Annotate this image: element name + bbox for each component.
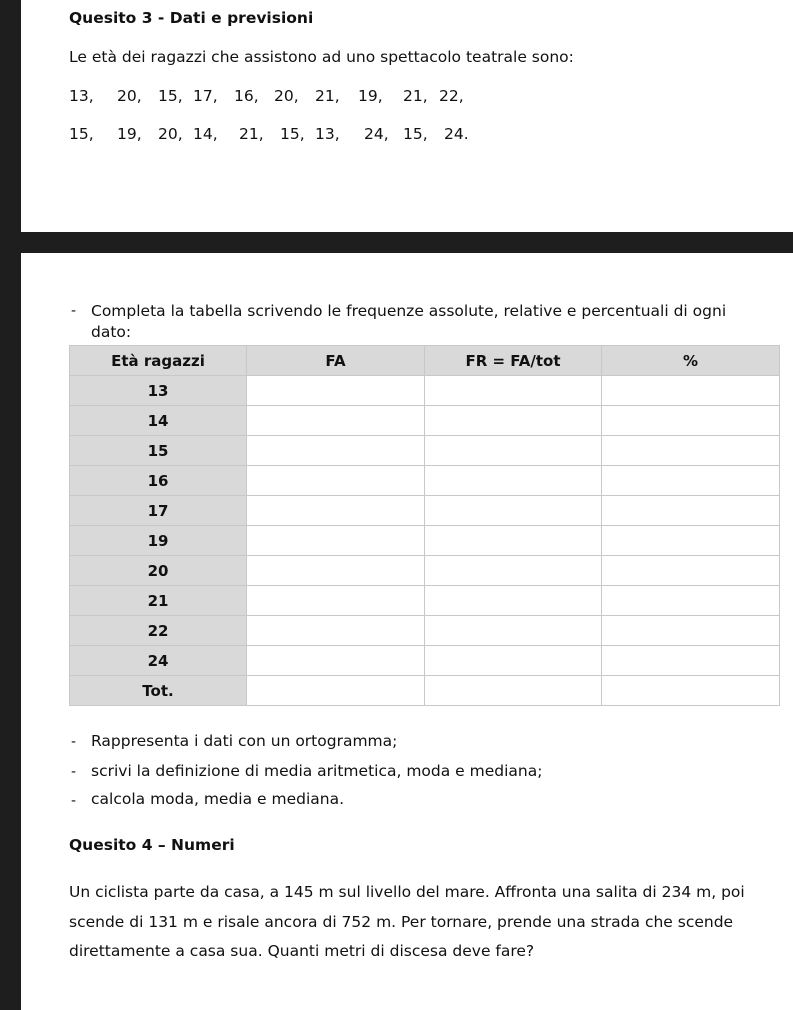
task-complete-table-cont: dato: [91,323,132,341]
table-row [70,406,780,436]
table-row [70,466,780,496]
age-value: 19, [358,87,383,105]
table-row [70,586,780,616]
percent-cell[interactable] [602,616,780,646]
header-eta: Età ragazzi [70,346,247,376]
fr-cell[interactable] [425,406,602,436]
age-cell: 21 [70,586,247,616]
age-value: 20, [158,125,183,143]
task-ortogramma: Rappresenta i dati con un ortogramma; [91,732,398,750]
quesito3-title: Quesito 3 - Dati e previsioni [69,9,314,27]
table-row [70,376,780,406]
age-cell: 13 [70,376,247,406]
age-cell: 17 [70,496,247,526]
table-row [70,646,780,676]
percent-cell[interactable] [602,676,780,706]
fr-cell[interactable] [425,676,602,706]
page-bottom [21,253,793,1010]
table-total-row [70,676,780,706]
age-value: 19, [117,125,142,143]
fa-cell[interactable] [247,526,425,556]
table-row [70,436,780,466]
age-cell: 20 [70,556,247,586]
fa-cell[interactable] [247,616,425,646]
age-cell: 14 [70,406,247,436]
age-value: 15, [69,125,94,143]
fa-cell[interactable] [247,466,425,496]
age-value: 15, [403,125,428,143]
header-fa: FA [247,346,425,376]
bullet-dash: - [71,734,77,750]
age-value: 20, [117,87,142,105]
percent-cell[interactable] [602,646,780,676]
age-value: 17, [193,87,218,105]
percent-cell[interactable] [602,496,780,526]
fr-cell[interactable] [425,496,602,526]
age-value: 13, [69,87,94,105]
quesito4-line2: scende di 131 m e risale ancora di 752 m. Per tornare, prende una strada che scende [69,913,734,931]
bullet-dash: - [71,303,77,319]
age-cell: 22 [70,616,247,646]
table-row [70,526,780,556]
age-value: 22, [439,87,464,105]
age-value: 16, [234,87,259,105]
percent-cell[interactable] [602,436,780,466]
task-definizioni: scrivi la definizione di media aritmetica, moda e mediana; [91,762,543,780]
fr-cell[interactable] [425,556,602,586]
header-fr: FR = FA/tot [425,346,602,376]
fa-cell[interactable] [247,406,425,436]
fa-cell[interactable] [247,436,425,466]
fr-cell[interactable] [425,466,602,496]
total-cell: Tot. [70,676,247,706]
quesito4-line1: Un ciclista parte da casa, a 145 m sul livello del mare. Affronta una salita di 234 m, poi [69,883,745,901]
age-cell: 19 [70,526,247,556]
percent-cell[interactable] [602,526,780,556]
age-value: 24, [364,125,389,143]
percent-cell[interactable] [602,406,780,436]
page-top [21,0,793,232]
age-cell: 16 [70,466,247,496]
fa-cell[interactable] [247,586,425,616]
age-cell: 15 [70,436,247,466]
table-header-row [70,346,780,376]
table-row [70,556,780,586]
task-calcola: calcola moda, media e mediana. [91,790,345,808]
age-cell: 24 [70,646,247,676]
fa-cell[interactable] [247,646,425,676]
age-value: 15, [280,125,305,143]
age-value: 15, [158,87,183,105]
quesito4-line3: direttamente a casa sua. Quanti metri di discesa deve fare? [69,942,535,960]
percent-cell[interactable] [602,466,780,496]
fr-cell[interactable] [425,526,602,556]
age-value: 21, [403,87,428,105]
frequency-table [69,345,780,706]
age-value: 14, [193,125,218,143]
age-value: 21, [315,87,340,105]
bullet-dash: - [71,764,77,780]
fa-cell[interactable] [247,676,425,706]
fr-cell[interactable] [425,376,602,406]
fr-cell[interactable] [425,646,602,676]
fr-cell[interactable] [425,586,602,616]
quesito4-title: Quesito 4 – Numeri [69,836,235,854]
bullet-dash: - [71,793,77,809]
fr-cell[interactable] [425,436,602,466]
fr-cell[interactable] [425,616,602,646]
age-value: 13, [315,125,340,143]
fa-cell[interactable] [247,556,425,586]
age-value: 21, [239,125,264,143]
header-percent: % [602,346,780,376]
task-complete-table: Completa la tabella scrivendo le frequenze assolute, relative e percentuali di ogni [91,302,727,320]
fa-cell[interactable] [247,376,425,406]
page-separator [0,232,793,253]
percent-cell[interactable] [602,556,780,586]
percent-cell[interactable] [602,586,780,616]
age-value: 20, [274,87,299,105]
quesito3-intro: Le età dei ragazzi che assistono ad uno spettacolo teatrale sono: [69,48,574,66]
table-row [70,496,780,526]
table-row [70,616,780,646]
age-value: 24. [444,125,469,143]
percent-cell[interactable] [602,376,780,406]
fa-cell[interactable] [247,496,425,526]
